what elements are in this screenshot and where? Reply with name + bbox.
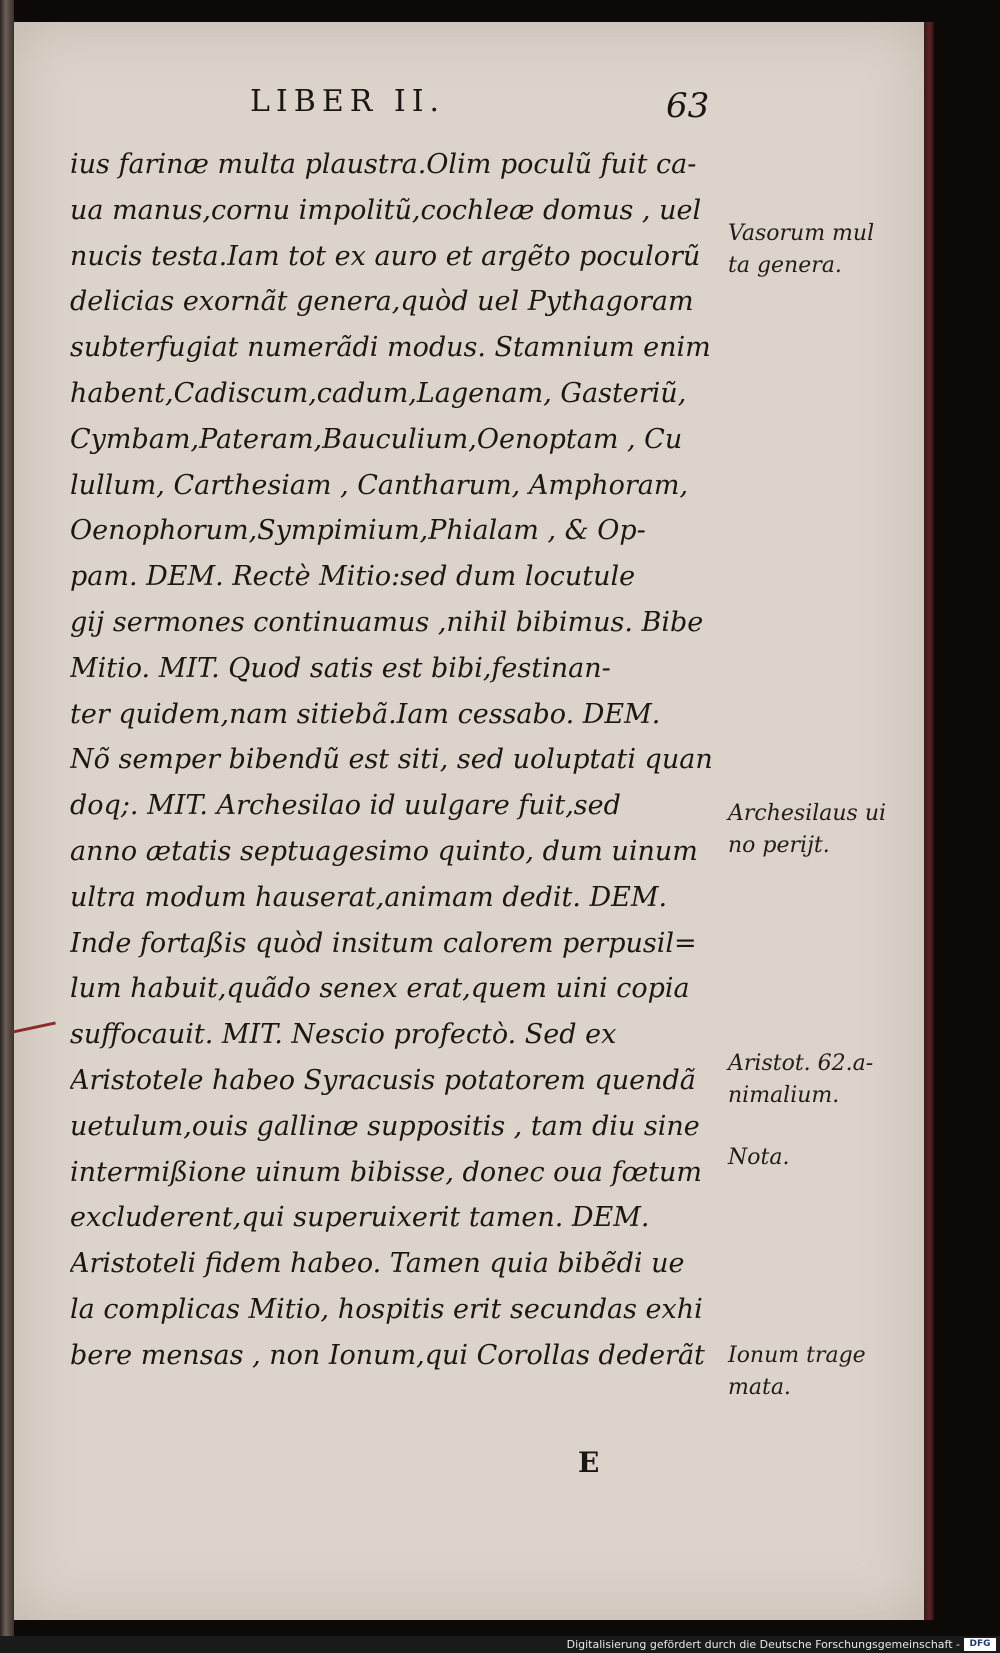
text-line: Cymbam,Pateram,Bauculium,Oenoptam , Cu: [70, 423, 683, 455]
text-line: delicias exornãt genera,quòd uel Pythagoram: [70, 286, 694, 318]
margin-note-line: Ionum trage: [728, 1343, 866, 1368]
text-line: intermißione uinum bibisse, donec oua fœtum: [70, 1156, 703, 1188]
signature-mark: E: [578, 1446, 600, 1479]
text-line: uetulum,ouis gallinæ suppositis , tam diu sine: [70, 1110, 700, 1142]
footer-credit: Digitalisierung gefördert durch die Deutsche Forschungsgemeinschaft -: [566, 1638, 960, 1651]
text-line: lum habuit,quãdo senex erat,quem uini copia: [70, 973, 690, 1005]
book-spine: [0, 0, 14, 1653]
margin-note-line: Nota.: [728, 1145, 790, 1170]
text-line: ius farinæ multa plaustra.Olim poculũ fuit ca-: [70, 149, 697, 180]
margin-note-vasorum: [728, 218, 918, 282]
text-line: habent,Cadiscum,cadum,Lagenam, Gasteriũ,: [70, 377, 687, 409]
text-line: ua manus,cornu impolitũ,cochleæ domus , uel: [70, 194, 702, 226]
text-line: pam. DEM. Rectè Mitio:sed dum locutule: [70, 561, 636, 593]
text-line: Aristoteli fidem habeo. Tamen quia bibẽdi ue: [70, 1248, 685, 1280]
page-number: 63: [666, 86, 710, 126]
text-line: doq;. MIT. Archesilao id uulgare fuit,sed: [70, 790, 621, 822]
text-line: Nõ semper bibendũ est siti, sed uoluptati quan: [70, 744, 713, 776]
margin-note-nota: [728, 1142, 918, 1174]
text-line: lullum, Carthesiam , Cantharum, Amphoram,: [70, 469, 689, 501]
dfg-logo: DFG: [964, 1638, 996, 1651]
page-edge: [924, 22, 934, 1620]
margin-note-line: Vasorum mul: [728, 221, 875, 246]
text-line: gij sermones continuamus ,nihil bibimus. Bibe: [70, 606, 704, 638]
text-line: ter quidem,nam sitiebã.Iam cessabo. DEM.: [70, 698, 661, 730]
text-line: suffocauit. MIT. Nescio profectò. Sed ex: [70, 1019, 617, 1051]
text-line: Aristotele habeo Syracusis potatorem quendã: [70, 1064, 696, 1096]
margin-note-line: Aristot. 62.a-: [728, 1051, 874, 1076]
margin-note-ionum: [728, 1340, 918, 1404]
text-line: Mitio. MIT. Quod satis est bibi,festinan-: [70, 652, 611, 684]
text-line: subterfugiat numerãdi modus. Stamnium enim: [70, 332, 711, 364]
text-line: bere mensas , non Ionum,qui Corollas dederãt: [70, 1339, 705, 1371]
text-line: nucis testa.Iam tot ex auro et argẽto poculorũ: [70, 240, 701, 272]
text-line: la complicas Mitio, hospitis erit secundas exhi: [70, 1293, 703, 1325]
text-line: ultra modum hauserat,animam dedit. DEM.: [70, 881, 668, 913]
margin-note-aristot: [728, 1048, 918, 1112]
margin-note-line: Archesilaus ui: [728, 801, 887, 826]
margin-note-line: ta genera.: [728, 253, 842, 278]
margin-note-line: no perijt.: [728, 833, 830, 858]
text-line: anno ætatis septuagesimo quinto, dum uinum: [70, 835, 698, 867]
text-line: Oenophorum,Sympimium,Phialam , & Op-: [70, 515, 646, 547]
running-header: LIBER II.: [250, 84, 446, 119]
body-text: [70, 142, 730, 1379]
text-line: Inde fortaßis quòd insitum calorem perpusil=: [70, 927, 697, 959]
margin-note-archesilaus: [728, 798, 918, 862]
margin-note-line: nimalium.: [728, 1083, 840, 1108]
margin-note-line: mata.: [728, 1375, 791, 1400]
text-line: excluderent,qui superuixerit tamen. DEM.: [70, 1202, 650, 1234]
